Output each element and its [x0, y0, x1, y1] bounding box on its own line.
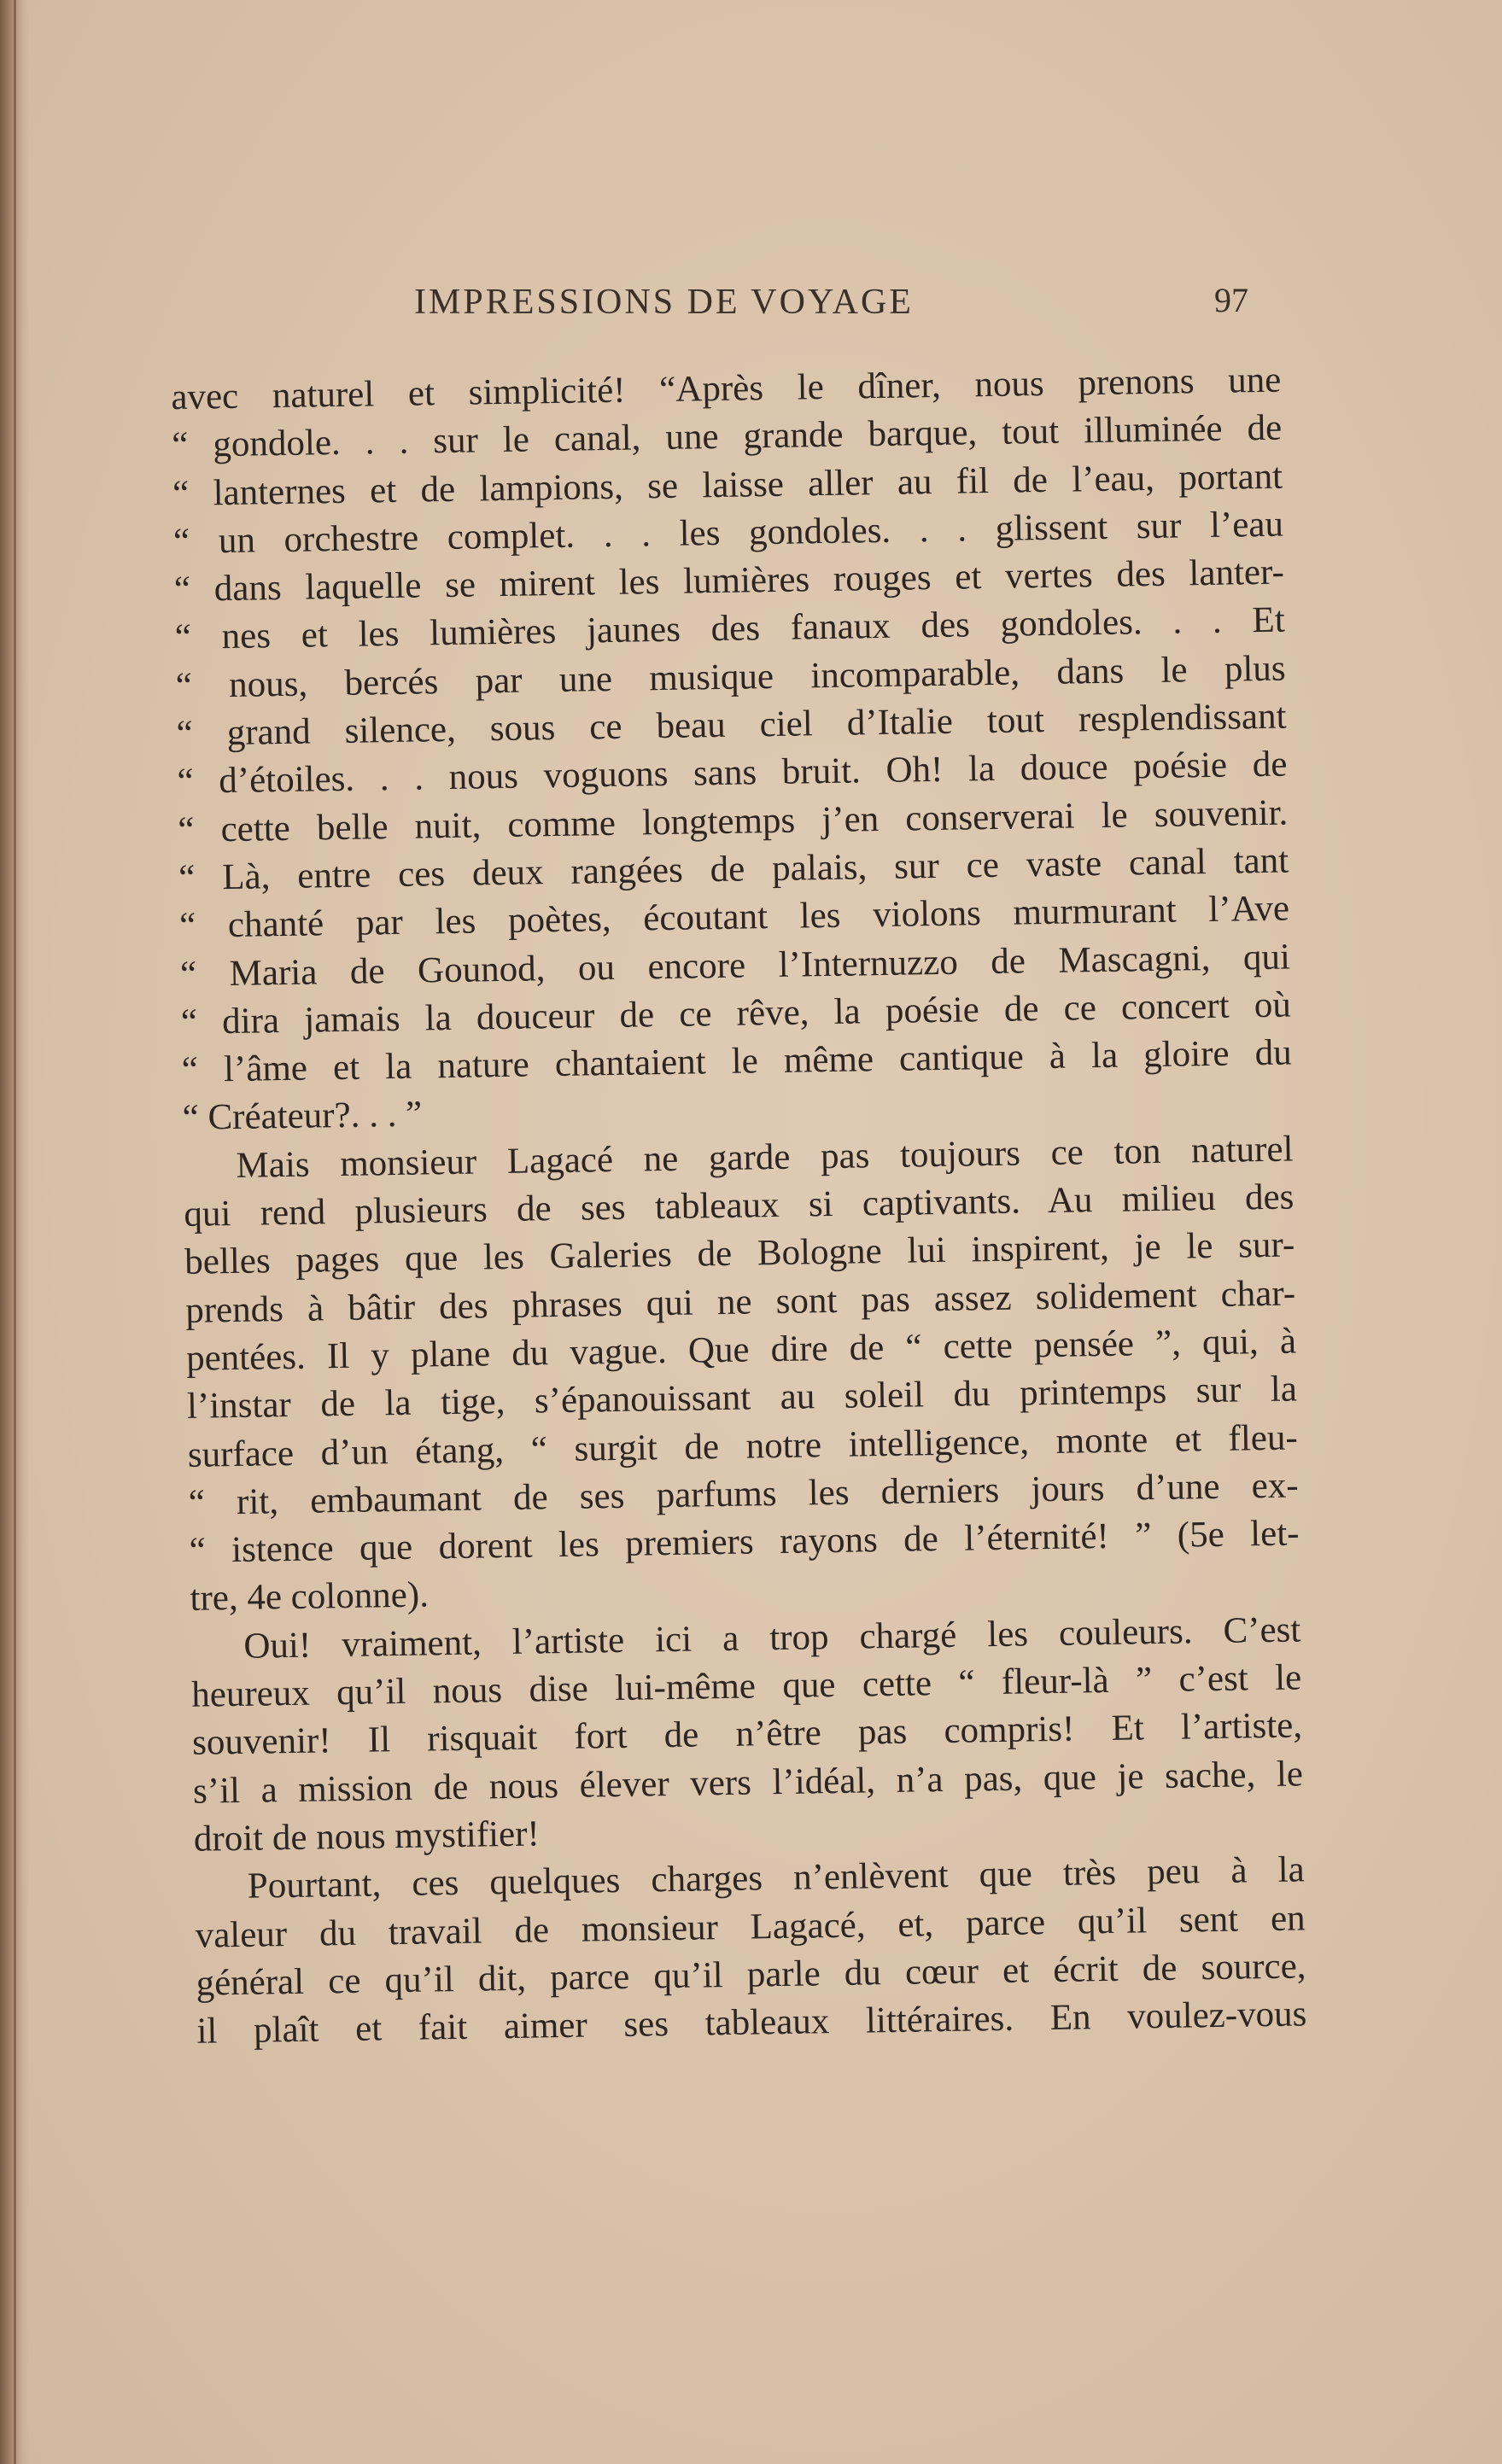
text-line: prends à bâtir des phrases qui ne sont pas assez solidement char- [184, 1273, 1296, 1331]
text-line: tre, 4e colonne). [190, 1574, 430, 1620]
text-line: “ un orchestre complet. . . les gondoles. . . glissent sur l’eau [172, 504, 1284, 562]
text-line: il plaît et fait aimer ses tableaux littéraires. En voulez-vous [196, 1994, 1307, 2052]
text-line: heureux qu’il nous dise lui-même que cette “ fleur-là ” c’est le [190, 1657, 1302, 1715]
text-line: qui rend plusieurs de ses tableaux si captivants. Au milieu des [184, 1177, 1295, 1235]
text-line: “ gondole. . . sur le canal, une grande barque, tout illuminée de [171, 407, 1283, 466]
text-line: valeur du travail de monsieur Lagacé, et, parce qu’il sent en [195, 1897, 1306, 1956]
text-line: surface d’un étang, “ surgit de notre intelligence, monte et fleu- [187, 1416, 1299, 1475]
text-line: “ Créateur?. . . ” [182, 1094, 423, 1139]
text-line: belles pages que les Galeries de Bologne lui inspirent, je le sur- [184, 1224, 1295, 1283]
text-line: “ Là, entre ces deux rangées de palais, sur ce vaste canal tant [178, 840, 1289, 898]
running-header [171, 282, 1281, 333]
text-line: “ Maria de Gounod, ou encore l’Internuzzo de Mascagni, qui [179, 937, 1291, 995]
text-line: “ chanté par les poètes, écoutant les violons murmurant l’Ave [178, 888, 1290, 947]
text-line: l’instar de la tige, s’épanouissant au soleil du printemps sur la [186, 1369, 1298, 1428]
text-line: “ nous, bercés par une musique incomparable, dans le plus [175, 648, 1286, 706]
text-line: “ grand silence, sous ce beau ciel d’Italie tout resplendissant [176, 696, 1287, 755]
text-line: général ce qu’il dit, parce qu’il parle du cœur et écrit de source, [196, 1946, 1306, 2004]
body-text [171, 357, 1307, 2057]
text-line: “ nes et les lumières jaunes des fanaux des gondoles. . . Et [174, 600, 1286, 658]
text-line: “ cette belle nuit, comme longtemps j’en conserverai le souvenir. [178, 792, 1289, 850]
paragraph-first-line: Mais monsieur Lagacé ne garde pas toujours ce ton naturel [236, 1129, 1294, 1186]
text-line: “ lanternes et de lampions, se laisse aller au fil de l’eau, portant [172, 456, 1283, 514]
text-line: pentées. Il y plane du vague. Que dire de “ cette pensée ”, qui, à [185, 1321, 1297, 1379]
text-line: “ d’étoiles. . . nous voguons sans bruit. Oh! la douce poésie de [177, 744, 1288, 803]
text-line: avec naturel et simplicité! “Après le dîner, nous prenons une [171, 359, 1282, 417]
text-line: s’il a mission de nous élever vers l’idéal, n’a pas, que je sache, le [192, 1753, 1304, 1812]
text-line: “ istence que dorent les premiers rayons de l’éternité! ” (5e let- [189, 1513, 1300, 1571]
page-binding-edge-line [14, 0, 16, 2464]
text-line: “ dans laquelle se mirent les lumières rouges et vertes des lanter- [173, 552, 1285, 610]
paragraph-first-line: Pourtant, ces quelques charges n’enlèvent que très peu à la [247, 1849, 1306, 1907]
text-line: souvenir! Il risquait fort de n’être pas compris! Et l’artiste, [191, 1705, 1303, 1764]
page-number: 97 [1214, 281, 1248, 319]
text-line: “ dira jamais la douceur de ce rêve, la poésie de ce concert où [180, 984, 1292, 1042]
text-line: droit de nous mystifier! [193, 1813, 541, 1860]
paragraph-first-line: Oui! vraiment, l’artiste ici a trop chargé les couleurs. C’est [243, 1609, 1301, 1667]
text-line: “ rit, embaumant de ses parfums les derniers jours d’une ex- [188, 1465, 1299, 1523]
running-title: IMPRESSIONS DE VOYAGE [414, 283, 914, 322]
text-line: “ l’âme et la nature chantaient le même cantique à la gloire du [181, 1032, 1293, 1091]
